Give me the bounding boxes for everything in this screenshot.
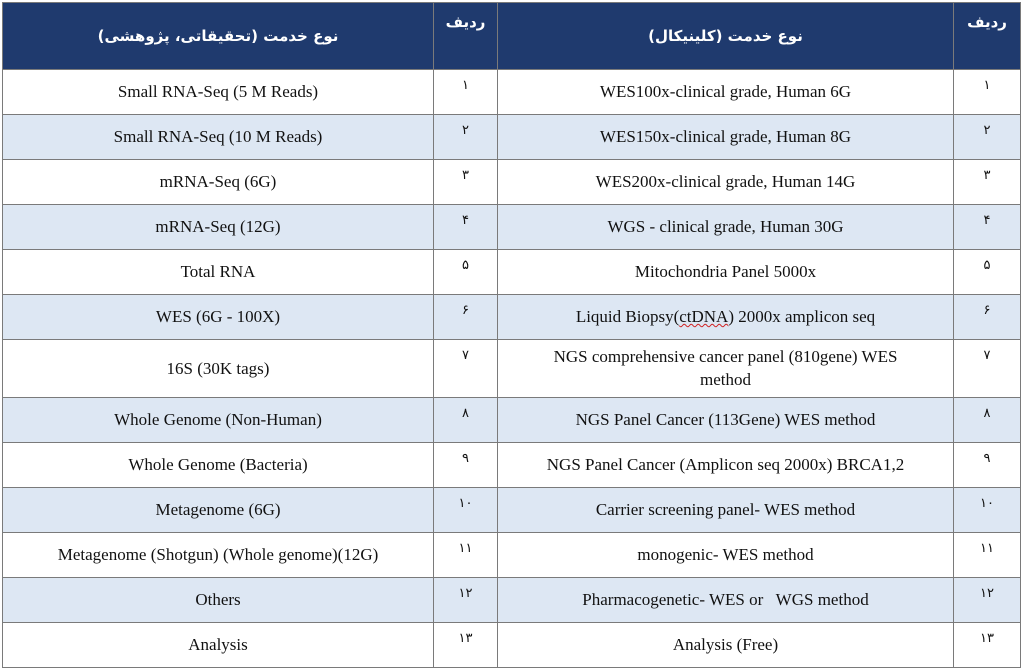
services-table bbox=[2, 2, 1021, 668]
clinical-service-cell: WGS - clinical grade, Human 30G bbox=[498, 205, 954, 250]
clinical-service-cell: WES200x-clinical grade, Human 14G bbox=[498, 160, 954, 205]
clinical-row-number: ۸ bbox=[954, 398, 1021, 443]
research-service-cell: 16S (30K tags) bbox=[3, 340, 434, 398]
research-service-cell: mRNA-Seq (6G) bbox=[3, 160, 434, 205]
table-row bbox=[3, 205, 1021, 250]
table-row bbox=[3, 443, 1021, 488]
table-row bbox=[3, 533, 1021, 578]
clinical-service-cell: WES100x-clinical grade, Human 6G bbox=[498, 70, 954, 115]
clinical-service-cell: Mitochondria Panel 5000x bbox=[498, 250, 954, 295]
research-service-cell: mRNA-Seq (12G) bbox=[3, 205, 434, 250]
table-row bbox=[3, 115, 1021, 160]
table-row bbox=[3, 70, 1021, 115]
research-row-number: ۱۱ bbox=[434, 533, 498, 578]
research-row-number: ۹ bbox=[434, 443, 498, 488]
clinical-service-cell: NGS Panel Cancer (Amplicon seq 2000x) BRCA1,2 bbox=[498, 443, 954, 488]
research-row-number: ۱۲ bbox=[434, 578, 498, 623]
clinical-row-number: ۴ bbox=[954, 205, 1021, 250]
clinical-service-cell: Analysis (Free) bbox=[498, 623, 954, 668]
clinical-row-number: ۶ bbox=[954, 295, 1021, 340]
header-clinical-row: ردیف bbox=[954, 3, 1021, 70]
header-research-row: ردیف bbox=[434, 3, 498, 70]
research-row-number: ۳ bbox=[434, 160, 498, 205]
header-row bbox=[3, 3, 1021, 70]
research-row-number: ۴ bbox=[434, 205, 498, 250]
clinical-row-number: ۳ bbox=[954, 160, 1021, 205]
clinical-row-number: ۷ bbox=[954, 340, 1021, 398]
research-row-number: ۷ bbox=[434, 340, 498, 398]
clinical-text-part: ) 2000x amplicon seq bbox=[728, 307, 876, 326]
header-research-service: نوع خدمت (تحقیقاتی، پژوهشی) bbox=[3, 3, 434, 70]
clinical-row-number: ۱ bbox=[954, 70, 1021, 115]
research-service-cell: Metagenome (Shotgun) (Whole genome)(12G) bbox=[3, 533, 434, 578]
clinical-service-cell: Carrier screening panel- WES method bbox=[498, 488, 954, 533]
clinical-service-cell: NGS comprehensive cancer panel (810gene) WES method bbox=[498, 340, 954, 398]
clinical-row-number: ۱۳ bbox=[954, 623, 1021, 668]
clinical-row-number: ۹ bbox=[954, 443, 1021, 488]
research-row-number: ۲ bbox=[434, 115, 498, 160]
research-service-cell: Analysis bbox=[3, 623, 434, 668]
research-row-number: ۱ bbox=[434, 70, 498, 115]
research-service-cell: Whole Genome (Bacteria) bbox=[3, 443, 434, 488]
research-row-number: ۱۰ bbox=[434, 488, 498, 533]
research-service-cell: Whole Genome (Non-Human) bbox=[3, 398, 434, 443]
clinical-row-number: ۱۲ bbox=[954, 578, 1021, 623]
clinical-row-number: ۵ bbox=[954, 250, 1021, 295]
research-row-number: ۸ bbox=[434, 398, 498, 443]
clinical-row-number: ۱۰ bbox=[954, 488, 1021, 533]
table-row bbox=[3, 250, 1021, 295]
table-row bbox=[3, 623, 1021, 668]
research-row-number: ۶ bbox=[434, 295, 498, 340]
table-row bbox=[3, 295, 1021, 340]
table-row bbox=[3, 160, 1021, 205]
clinical-row-number: ۲ bbox=[954, 115, 1021, 160]
spellcheck-marked-word: ctDNA bbox=[679, 307, 729, 326]
research-row-number: ۵ bbox=[434, 250, 498, 295]
clinical-service-cell: Pharmacogenetic- WES or WGS method bbox=[498, 578, 954, 623]
clinical-service-cell: WES150x-clinical grade, Human 8G bbox=[498, 115, 954, 160]
research-service-cell: Total RNA bbox=[3, 250, 434, 295]
clinical-text-part: Liquid Biopsy( bbox=[575, 307, 680, 326]
research-row-number: ۱۳ bbox=[434, 623, 498, 668]
clinical-service-cell: monogenic- WES method bbox=[498, 533, 954, 578]
clinical-service-cell: NGS Panel Cancer (113Gene) WES method bbox=[498, 398, 954, 443]
header-clinical-service: نوع خدمت (کلینیکال) bbox=[498, 3, 954, 70]
research-service-cell: WES (6G - 100X) bbox=[3, 295, 434, 340]
clinical-row-number: ۱۱ bbox=[954, 533, 1021, 578]
research-service-cell: Metagenome (6G) bbox=[3, 488, 434, 533]
research-service-cell: Small RNA-Seq (5 M Reads) bbox=[3, 70, 434, 115]
research-service-cell: Small RNA-Seq (10 M Reads) bbox=[3, 115, 434, 160]
table-row bbox=[3, 398, 1021, 443]
clinical-service-cell bbox=[498, 295, 954, 340]
table-row bbox=[3, 578, 1021, 623]
table-row bbox=[3, 488, 1021, 533]
research-service-cell: Others bbox=[3, 578, 434, 623]
table-row bbox=[3, 340, 1021, 398]
